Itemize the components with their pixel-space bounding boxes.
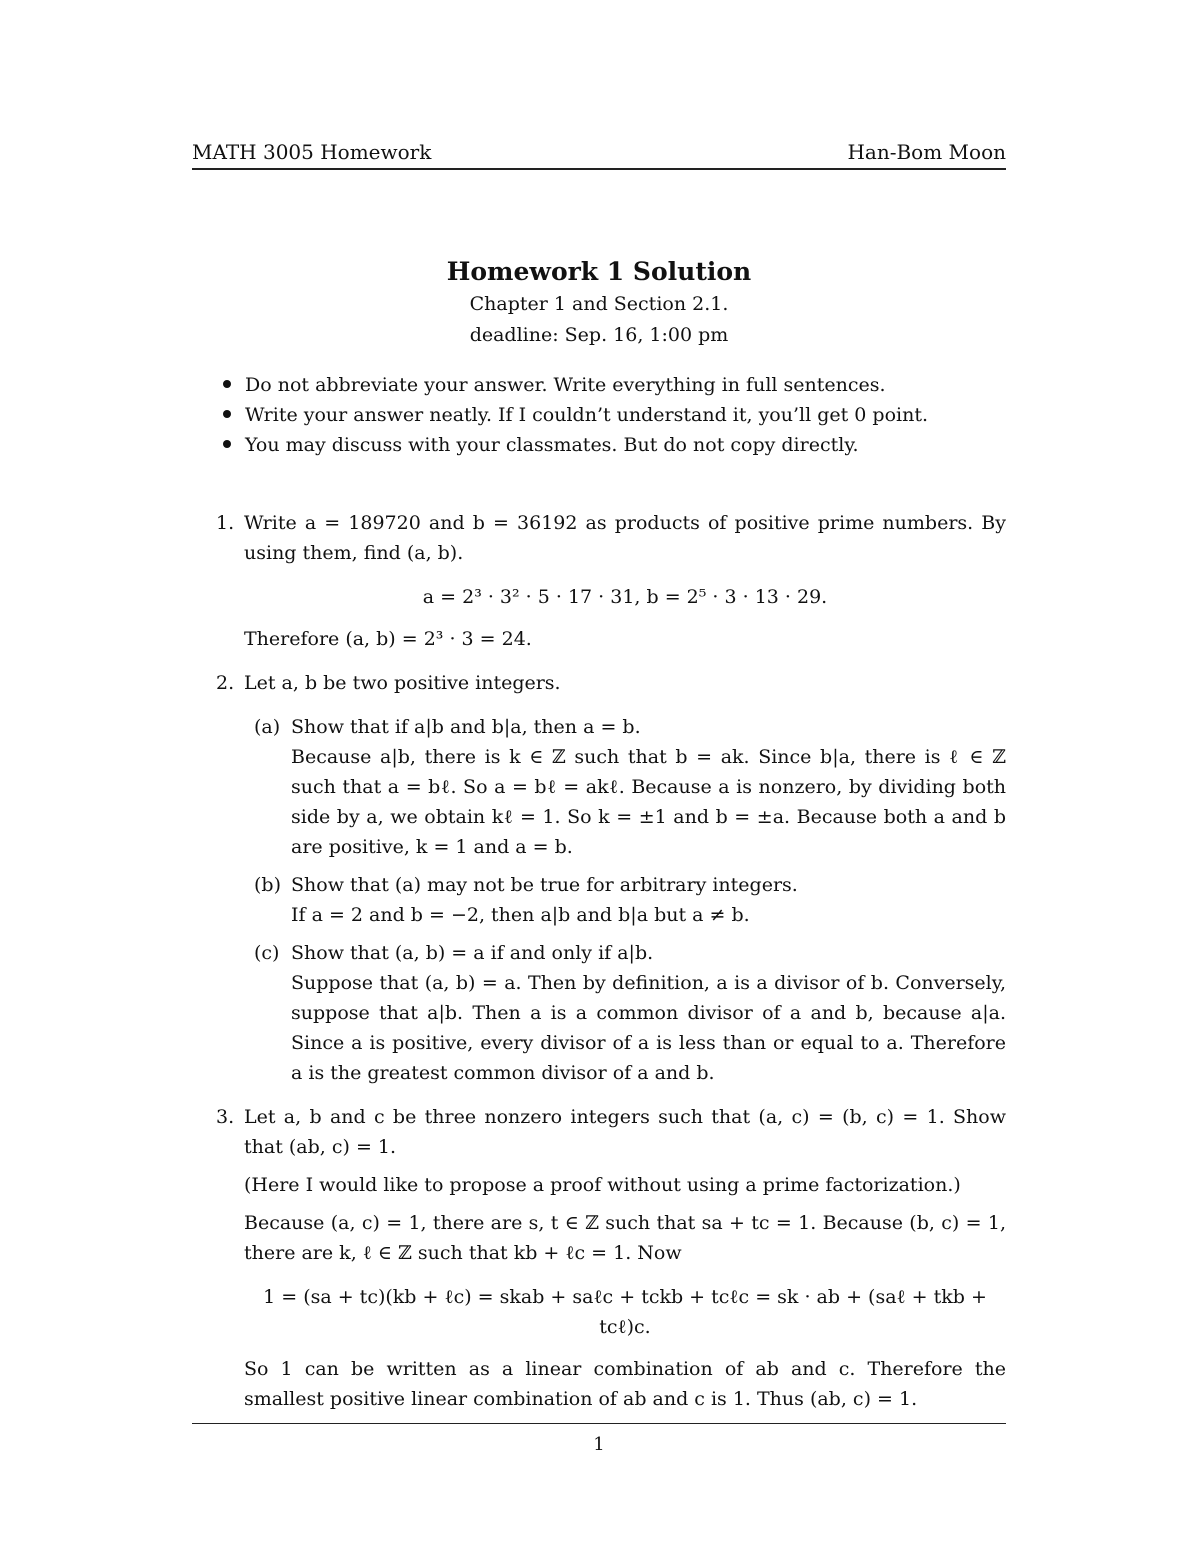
problem-3 [192,1102,1006,1414]
instruction-text: You may discuss with your classmates. But do not copy directly. [245,434,859,456]
instruction-item [220,400,928,430]
subproblem-a [244,712,1006,862]
author-name: Han-Bom Moon [847,140,1006,164]
course-title: MATH 3005 Homework [192,140,432,164]
display-equation: a = 2³ · 3² · 5 · 17 · 31, b = 2⁵ · 3 · 13 · 29. [422,586,828,608]
subproblem-question: Show that if a|b and b|a, then a = b. [291,716,641,738]
problem-statement: Write a = 189720 and b = 36192 as products of positive prime numbers. By using them, find (a, b). [244,512,1006,564]
problem-conclusion: Therefore (a, b) = 2³ · 3 = 24. [244,628,532,650]
deadline-text: deadline: Sep. 16, 1:00 pm [469,324,729,346]
problem-2 [192,668,1006,1088]
subproblem-c [244,938,1006,1088]
problem-number: 2. [216,672,235,694]
bullet-icon [223,380,231,388]
problem-proof: Because (a, c) = 1, there are s, t ∈ ℤ such that sa + tc = 1. Because (b, c) = 1, there are k, ℓ ∈ ℤ such that kb + ℓc = 1. Now [244,1212,1006,1264]
problem-statement: Let a, b be two positive integers. [244,672,561,694]
bullet-icon [223,440,231,448]
problem-remark: (Here I would like to propose a proof without using a prime factorization.) [244,1174,961,1196]
instruction-list [220,370,928,460]
display-equation: 1 = (sa + tc)(kb + ℓc) = skab + saℓc + tckb + tcℓc = sk · ab + (saℓ + tkb + tcℓ)c. [263,1286,987,1338]
subproblem-question: Show that (a, b) = a if and only if a|b. [291,942,654,964]
problem-number: 1. [216,512,235,534]
problem-1 [192,508,1006,654]
document-title: Homework 1 Solution [446,257,752,286]
instruction-text: Do not abbreviate your answer. Write everything in full sentences. [245,374,886,396]
subproblem-label: (a) [254,716,281,738]
instruction-text: Write your answer neatly. If I couldn’t understand it, you’ll get 0 point. [245,404,929,426]
subproblem-label: (c) [254,942,280,964]
bullet-icon [223,410,231,418]
title-block [192,255,1006,351]
subproblem-answer: Suppose that (a, b) = a. Then by definition, a is a divisor of b. Conversely, suppose that a|b. Then a is a common divisor of a and b, because a|a. Since a is positive, every divisor of a is less than or equal to a. Therefore a is the greatest common divisor of a and b. [291,972,1006,1084]
subproblem-answer: Because a|b, there is k ∈ ℤ such that b = ak. Since b|a, there is ℓ ∈ ℤ such that a = bℓ. So a = bℓ = akℓ. Because a is nonzero, by dividing both side by a, we obtain kℓ = 1. So k = ±1 and b = ±a. Because both a and b are positive, k = 1 and a = b. [291,746,1006,858]
problem-number: 3. [216,1106,235,1128]
subproblem-b [244,870,1006,930]
page-number: 1 [593,1434,605,1455]
subproblem-answer: If a = 2 and b = −2, then a|b and b|a but a ≠ b. [291,904,750,926]
instruction-item [220,430,928,460]
subproblem-question: Show that (a) may not be true for arbitrary integers. [291,874,798,896]
subproblem-label: (b) [254,874,281,896]
page-header [192,140,1006,164]
document-subtitle: Chapter 1 and Section 2.1. [469,293,729,315]
header-rule [192,168,1006,170]
footer-rule [192,1423,1006,1424]
problems-section [192,508,1006,1414]
instruction-item [220,370,928,400]
problem-conclusion: So 1 can be written as a linear combination of ab and c. Therefore the smallest positive linear combination of ab and c is 1. Thus (ab, c) = 1. [244,1358,1006,1410]
problem-statement: Let a, b and c be three nonzero integers such that (a, c) = (b, c) = 1. Show that (ab, c) = 1. [244,1106,1006,1158]
